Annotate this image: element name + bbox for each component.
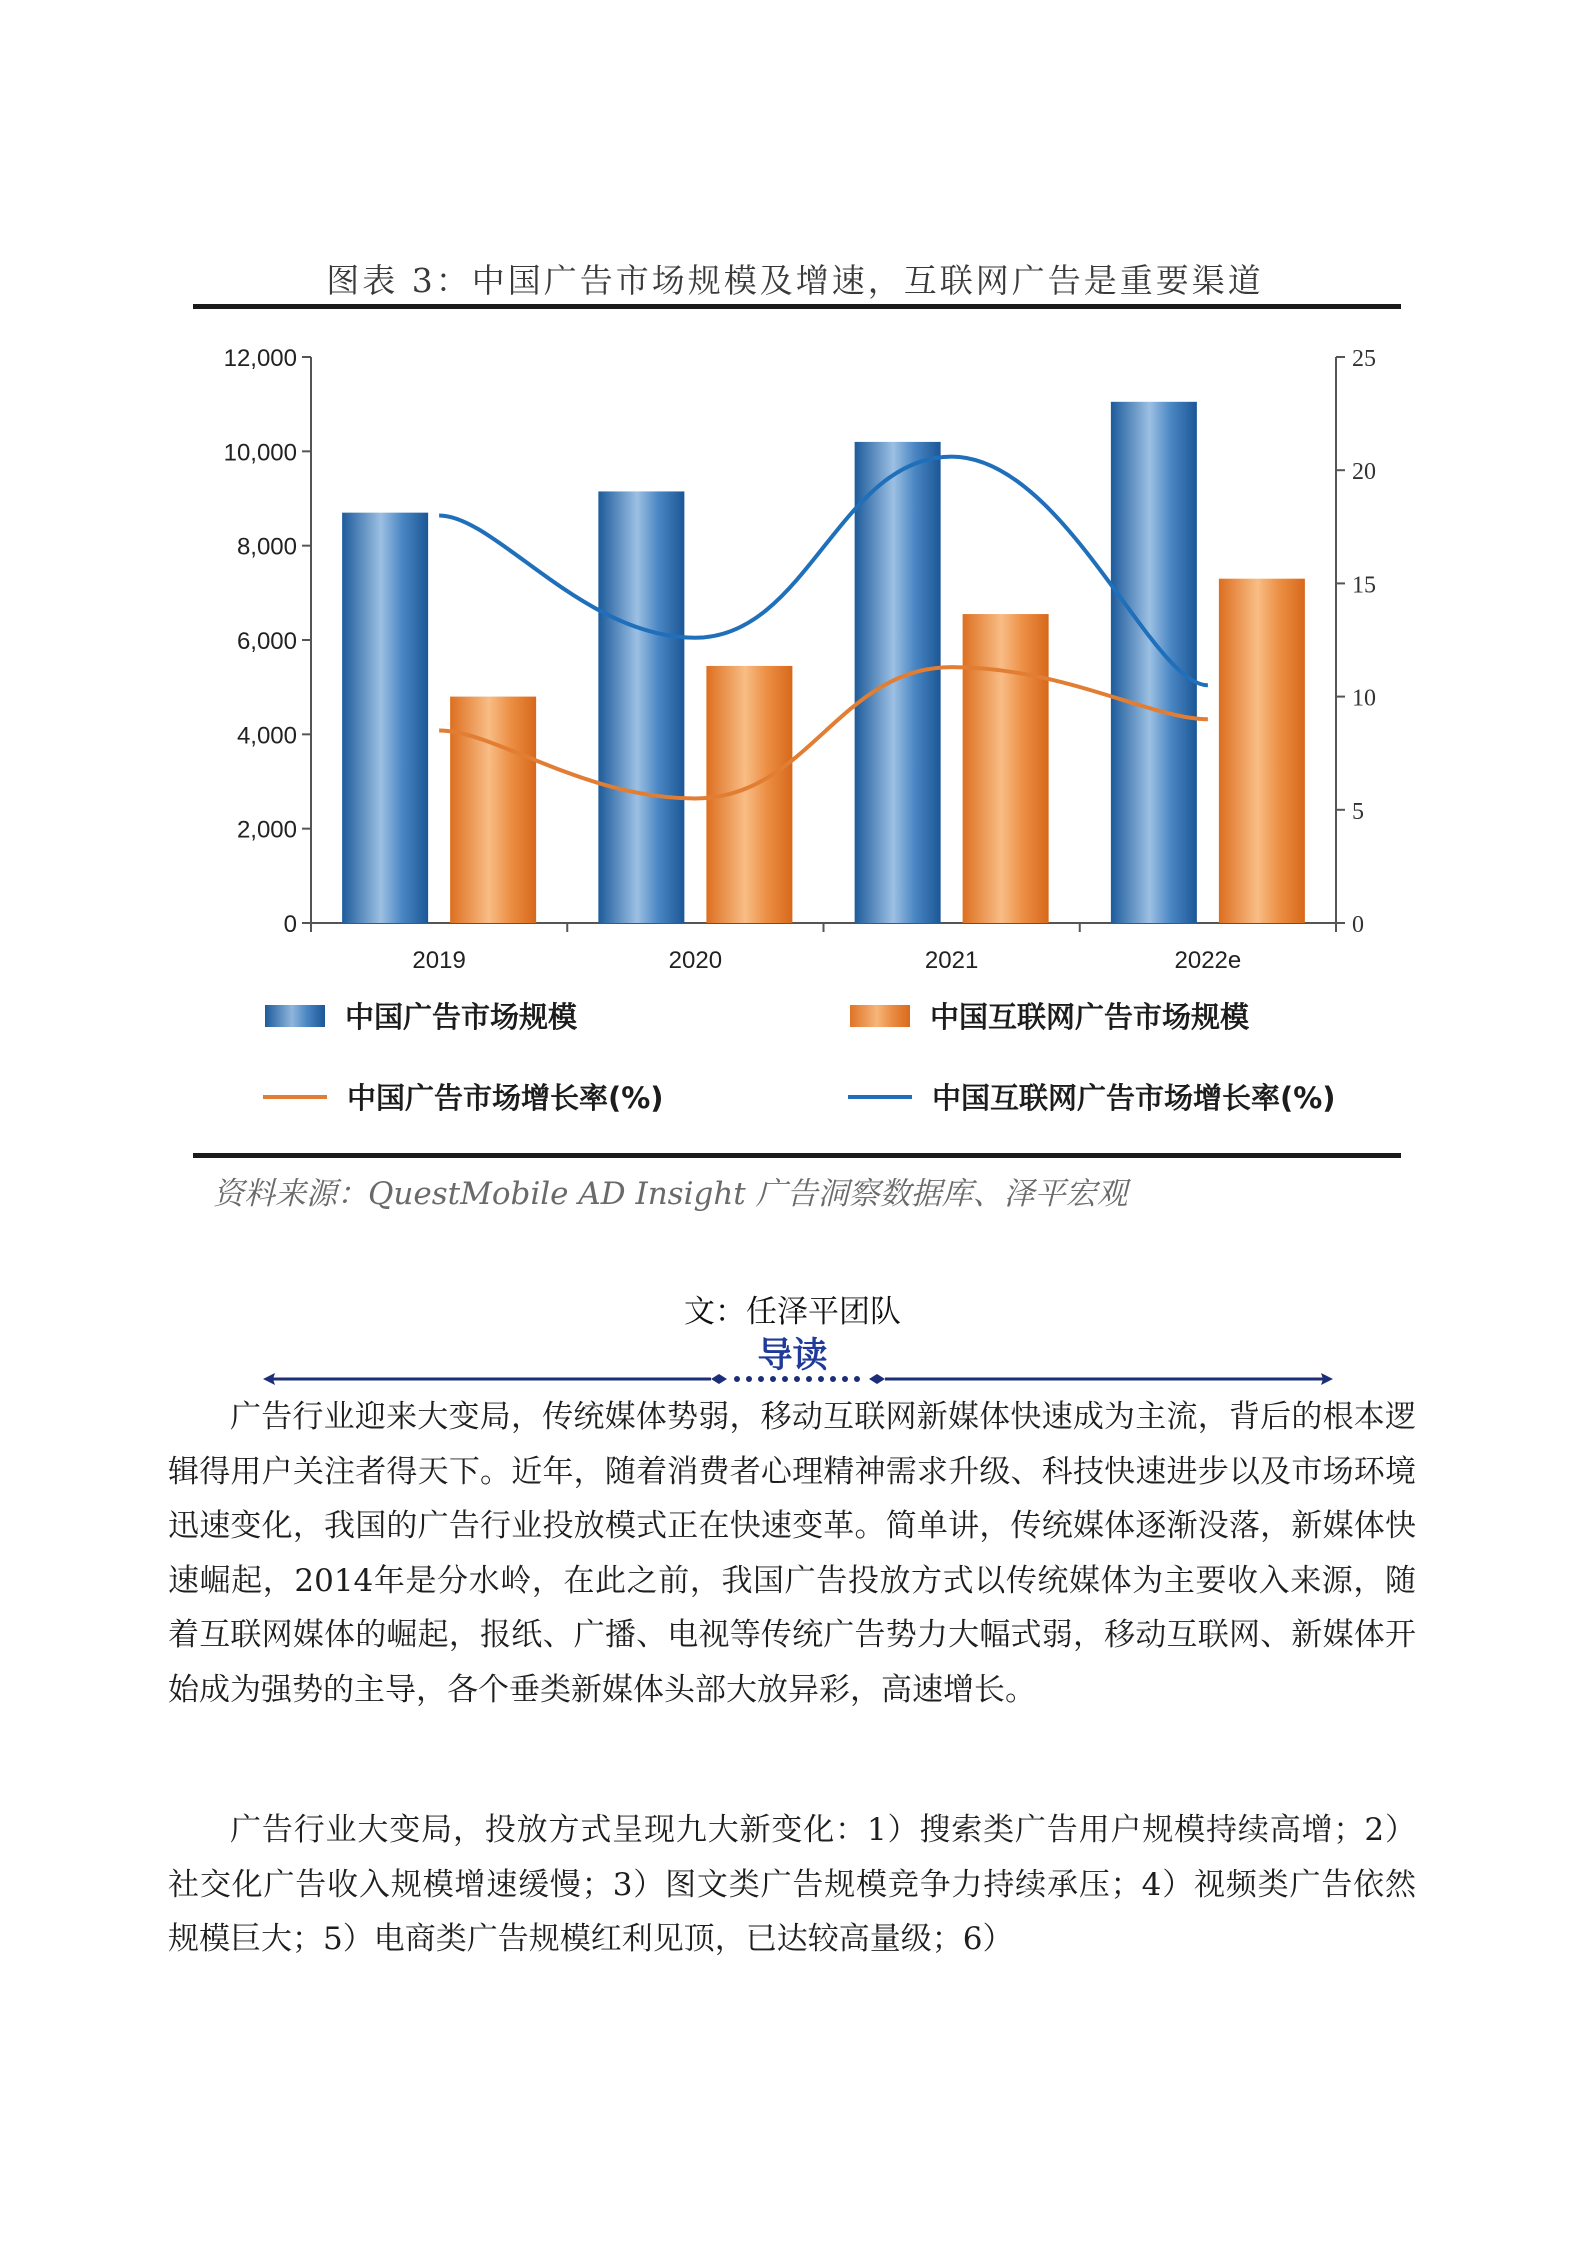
y-left-tick-label: 0 <box>283 911 297 938</box>
y-right-tick-label: 5 <box>1352 798 1364 825</box>
legend-item-internet-ad-market-growth <box>848 1076 1336 1117</box>
figure-source: 资料来源：QuestMobile AD Insight 广告洞察数据库、泽平宏观 <box>213 1176 1128 1212</box>
bar-internet-ad-market-size <box>963 614 1049 923</box>
bar-ad-market-size <box>1111 402 1197 923</box>
bar-ad-market-size <box>855 442 941 923</box>
y-left-tick-label: 10,000 <box>223 439 297 467</box>
figure-title: 图表 3：中国广告市场规模及增速，互联网广告是重要渠道 <box>326 261 1264 300</box>
figure-top-rule <box>193 304 1401 309</box>
bar-ad-market-size <box>598 491 684 923</box>
legend-label: 中国互联网广告市场规模 <box>930 1000 1250 1034</box>
legend-swatch-blue-line <box>848 1095 912 1099</box>
section-divider <box>263 1366 1333 1392</box>
legend-swatch-blue-bar <box>265 1005 325 1027</box>
bar-ad-market-size <box>342 513 428 923</box>
legend-label: 中国广告市场增长率(%) <box>347 1081 664 1115</box>
y-right-tick-label: 10 <box>1352 685 1376 712</box>
legend-swatch-orange-line <box>263 1095 327 1099</box>
y-left-tick-label: 6,000 <box>236 628 297 655</box>
y-right-tick-label: 15 <box>1352 572 1376 599</box>
article-author: 文：任泽平团队 <box>684 1294 901 1330</box>
article-paragraph-2: 广告行业大变局，投放方式呈现九大新变化：1）搜索类广告用户规模持续高增；2）社交化广告收入规模增速缓慢；3）图文类广告规模竞争力持续承压；4）视频类广告依然规模巨大；5）电商类广告规模红利见顶，已达较高量级；6） <box>168 1812 1416 1957</box>
bar-internet-ad-market-size <box>1219 579 1305 923</box>
legend-item-ad-market-growth <box>263 1076 664 1117</box>
x-tick-label: 2020 <box>668 947 723 972</box>
x-tick-label: 2019 <box>412 947 466 972</box>
bar-internet-ad-market-size <box>450 697 536 923</box>
line-ad-market-growth <box>439 667 1208 798</box>
article-paragraph-1: 广告行业迎来大变局，传统媒体势弱，移动互联网新媒体快速成为主流，背后的根本逻辑得用户关注者得天下。近年，随着消费者心理精神需求升级、科技快速进步以及市场环境迅速变化，我国的广告行业投放模式正在快速变革。简单讲，传统媒体逐渐没落，新媒体快速崛起，2014年是分水岭，在此之前，我国广告投放方式以传统媒体为主要收入来源，随着互联网媒体的崛起，报纸、广播、电视等传统广告势力大幅式弱，移动互联网、新媒体开始成为强势的主导，各个垂类新媒体头部大放异彩，高速增长。 <box>168 1399 1416 1708</box>
section-label: 导读 <box>757 1336 828 1376</box>
legend-label: 中国互联网广告市场增长率(%) <box>932 1081 1336 1115</box>
legend-swatch-orange-bar <box>850 1005 910 1027</box>
legend-item-internet-ad-market-size <box>850 995 1249 1036</box>
y-right-tick-label: 25 <box>1352 346 1376 372</box>
y-left-tick-label: 2,000 <box>236 816 297 844</box>
y-left-tick-label: 4,000 <box>236 722 297 750</box>
legend-item-ad-market-size <box>265 995 577 1036</box>
y-left-tick-label: 8,000 <box>236 533 297 561</box>
y-right-tick-label: 20 <box>1352 459 1376 486</box>
y-left-tick-label: 12,000 <box>223 345 297 372</box>
bar-line-chart <box>193 312 1401 972</box>
y-right-tick-label: 0 <box>1352 912 1364 938</box>
x-tick-label: 2022e <box>1174 947 1242 972</box>
x-tick-label: 2021 <box>924 947 979 972</box>
line-internet-ad-market-growth <box>439 457 1208 686</box>
figure-bottom-rule <box>193 1153 1401 1158</box>
legend-label: 中国广告市场规模 <box>345 1000 578 1034</box>
